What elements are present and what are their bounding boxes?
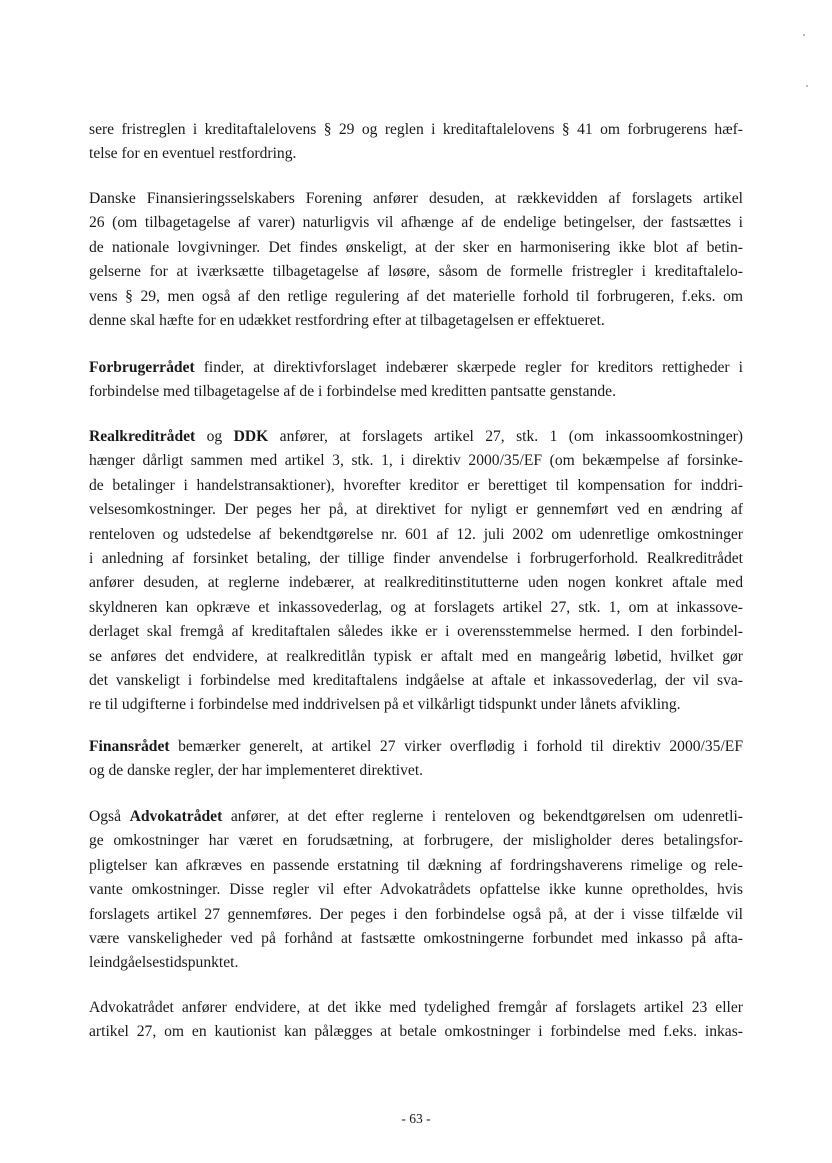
text-segment: og de danske regler, der har implementeret direktivet. — [89, 762, 424, 780]
text-segment: Danske Finansieringsselskabers Forening anfører desuden, at rækkevidden af forslagets artikel — [89, 190, 743, 207]
text-line — [89, 645, 743, 669]
text-line — [89, 118, 743, 142]
text-line — [89, 829, 743, 853]
text-line — [89, 142, 743, 166]
text-line — [89, 236, 743, 260]
bold-name: Realkreditrådet — [89, 428, 196, 445]
text-line — [89, 187, 743, 211]
text-line — [89, 571, 743, 595]
text-line — [89, 596, 743, 620]
text-segment: denne skal hæfte for en udækket restfordring efter at tilbagetagelsen er effektueret. — [89, 312, 605, 330]
text-segment: i anledning af forsinket betaling, der tillige finder anvendelse i forbrugerforhold. Realkreditrådet — [89, 550, 743, 568]
text-line — [89, 927, 743, 951]
text-segment: forbindelse med tilbagetagelse af de i forbindelse med kreditten pantsatte genstande. — [89, 383, 616, 401]
text-segment: derlaget skal fremgå af kreditaftalen således ikke er i overensstemmelse hermed. I den forbindel- — [89, 623, 743, 641]
text-line — [89, 1020, 743, 1044]
bold-name: Finansrådet — [89, 738, 170, 755]
text-segment: pligtelser kan afkræves en passende erstatning til dækning af fordringshaverens rimelige og rele- — [89, 856, 743, 874]
text-line — [89, 735, 743, 759]
text-segment: bemærker generelt, at artikel 27 virker overflødig i forhold til direktiv 2000/35/EF — [169, 738, 743, 755]
text-line — [89, 903, 743, 927]
scan-edge-mark — [803, 34, 805, 36]
text-segment: 26 (om tilbagetagelse af varer) naturligvis vil afhænge af de endelige betingelser, der fastsættes i — [89, 214, 743, 232]
paragraph — [89, 356, 743, 405]
text-segment: telse for en eventuel restfordring. — [89, 145, 297, 163]
paragraph — [89, 118, 743, 167]
text-line — [89, 498, 743, 522]
text-segment: være vanskeligheder ved på forhånd at fastsætte omkostningerne forbundet med inkasso på afta- — [89, 930, 743, 948]
text-segment: anfører desuden, at reglerne indebærer, at realkreditinstitutterne uden nogen konkret aftale med — [89, 574, 743, 592]
text-line — [89, 260, 743, 284]
text-line — [89, 996, 743, 1020]
text-line — [89, 669, 743, 693]
text-segment: og — [195, 428, 234, 445]
text-line — [89, 474, 743, 498]
text-segment: renteloven og udstedelse af bekendtgørelse nr. 601 af 12. juli 2002 om udenretlige omkostninger — [89, 525, 743, 543]
text-segment: velsesomkostninger. Der peges her på, at direktivet for nyligt er gennemført ved en ændring af — [89, 501, 743, 519]
text-segment: anfører, at forslagets artikel 27, stk. 1 (om inkassoomkostninger) — [268, 428, 743, 445]
paragraph — [89, 996, 743, 1045]
scan-edge-mark — [806, 85, 808, 87]
text-line — [89, 285, 743, 309]
text-line — [89, 356, 743, 380]
paragraph — [89, 425, 743, 718]
text-segment: Advokatrådet anfører endvidere, at det ikke med tydelighed fremgår af forslagets artikel 23 eller — [89, 999, 743, 1016]
text-segment: forslagets artikel 27 gennemføres. Der peges i den forbindelse også på, at der i visse tilfælde vil — [89, 905, 743, 923]
bold-name: Forbrugerrådet — [89, 359, 195, 376]
text-segment: de nationale lovgivninger. Det findes ønskeligt, at der sker en harmonisering ikke blot af betin- — [89, 238, 743, 256]
text-segment: hænger dårligt sammen med artikel 3, stk. 1, i direktiv 2000/35/EF (om bekæmpelse af forsinke- — [89, 452, 743, 470]
text-segment: ge omkostninger har været en forudsætning, at forbrugere, der misligholder deres betalingsfor- — [89, 832, 743, 850]
text-line — [89, 620, 743, 644]
text-segment: finder, at direktivforslaget indebærer skærpede regler for kreditors rettigheder i — [194, 359, 743, 376]
paragraph — [89, 187, 743, 333]
text-segment: de betalinger i handelstransaktioner), hvorefter kreditor er berettiget til kompensation for inddri- — [89, 476, 743, 494]
text-segment: vens § 29, men også af den retlige regulering af det materielle forhold til forbrugeren, f.eks. om — [89, 287, 743, 305]
text-line — [89, 211, 743, 235]
text-line — [89, 547, 743, 571]
text-segment: skyldneren kan opkræve et inkassovederlag, og at forslagets artikel 27, stk. 1, om at inkassove- — [89, 598, 743, 616]
text-segment: det vanskeligt i forbindelse med kreditaftalens indgåelse at aftale et inkassovederlag, der vil sva- — [89, 672, 743, 690]
text-line — [89, 309, 743, 333]
bold-name: Advokatrådet — [129, 808, 223, 825]
text-line — [89, 759, 743, 783]
text-segment: anfører, at det efter reglerne i renteloven og bekendtgørelsen om udenretli- — [222, 808, 743, 825]
text-segment: vante omkostninger. Disse regler vil efter Advokatrådets opfattelse ikke kunne opretholdes, hvis — [89, 881, 743, 899]
text-segment: gelserne for at iværksætte tilbagetagelse af løsøre, såsom de formelle fristregler i kreditaftalelo- — [89, 263, 743, 281]
page-number: - 63 - — [401, 1111, 431, 1126]
text-line — [89, 449, 743, 473]
text-line — [89, 380, 743, 404]
text-line — [89, 854, 743, 878]
bold-name: DDK — [233, 428, 269, 445]
text-segment: se anføres det endvidere, at realkreditlån typisk er aftalt med en mangeårig løbetid, hvilket gør — [89, 647, 743, 665]
text-line — [89, 878, 743, 902]
text-segment: artikel 27, om en kautionist kan pålægges at betale omkostninger i forbindelse med f.eks. inkas- — [89, 1023, 743, 1041]
paragraph — [89, 805, 743, 976]
text-line — [89, 523, 743, 547]
text-segment: sere fristreglen i kreditaftalelovens § 29 og reglen i kreditaftalelovens § 41 om forbrugerens hæf- — [89, 121, 743, 138]
text-line — [89, 951, 743, 975]
text-line — [89, 693, 743, 717]
text-line — [89, 425, 743, 449]
text-line — [89, 805, 743, 829]
text-segment: re til udgifterne i forbindelse med inddrivelsen på et vilkårligt tidspunkt under lånets afvikling. — [89, 696, 681, 714]
paragraph — [89, 735, 743, 784]
text-segment: Også — [89, 808, 130, 825]
text-segment: leindgåelsestidspunktet. — [89, 954, 239, 972]
